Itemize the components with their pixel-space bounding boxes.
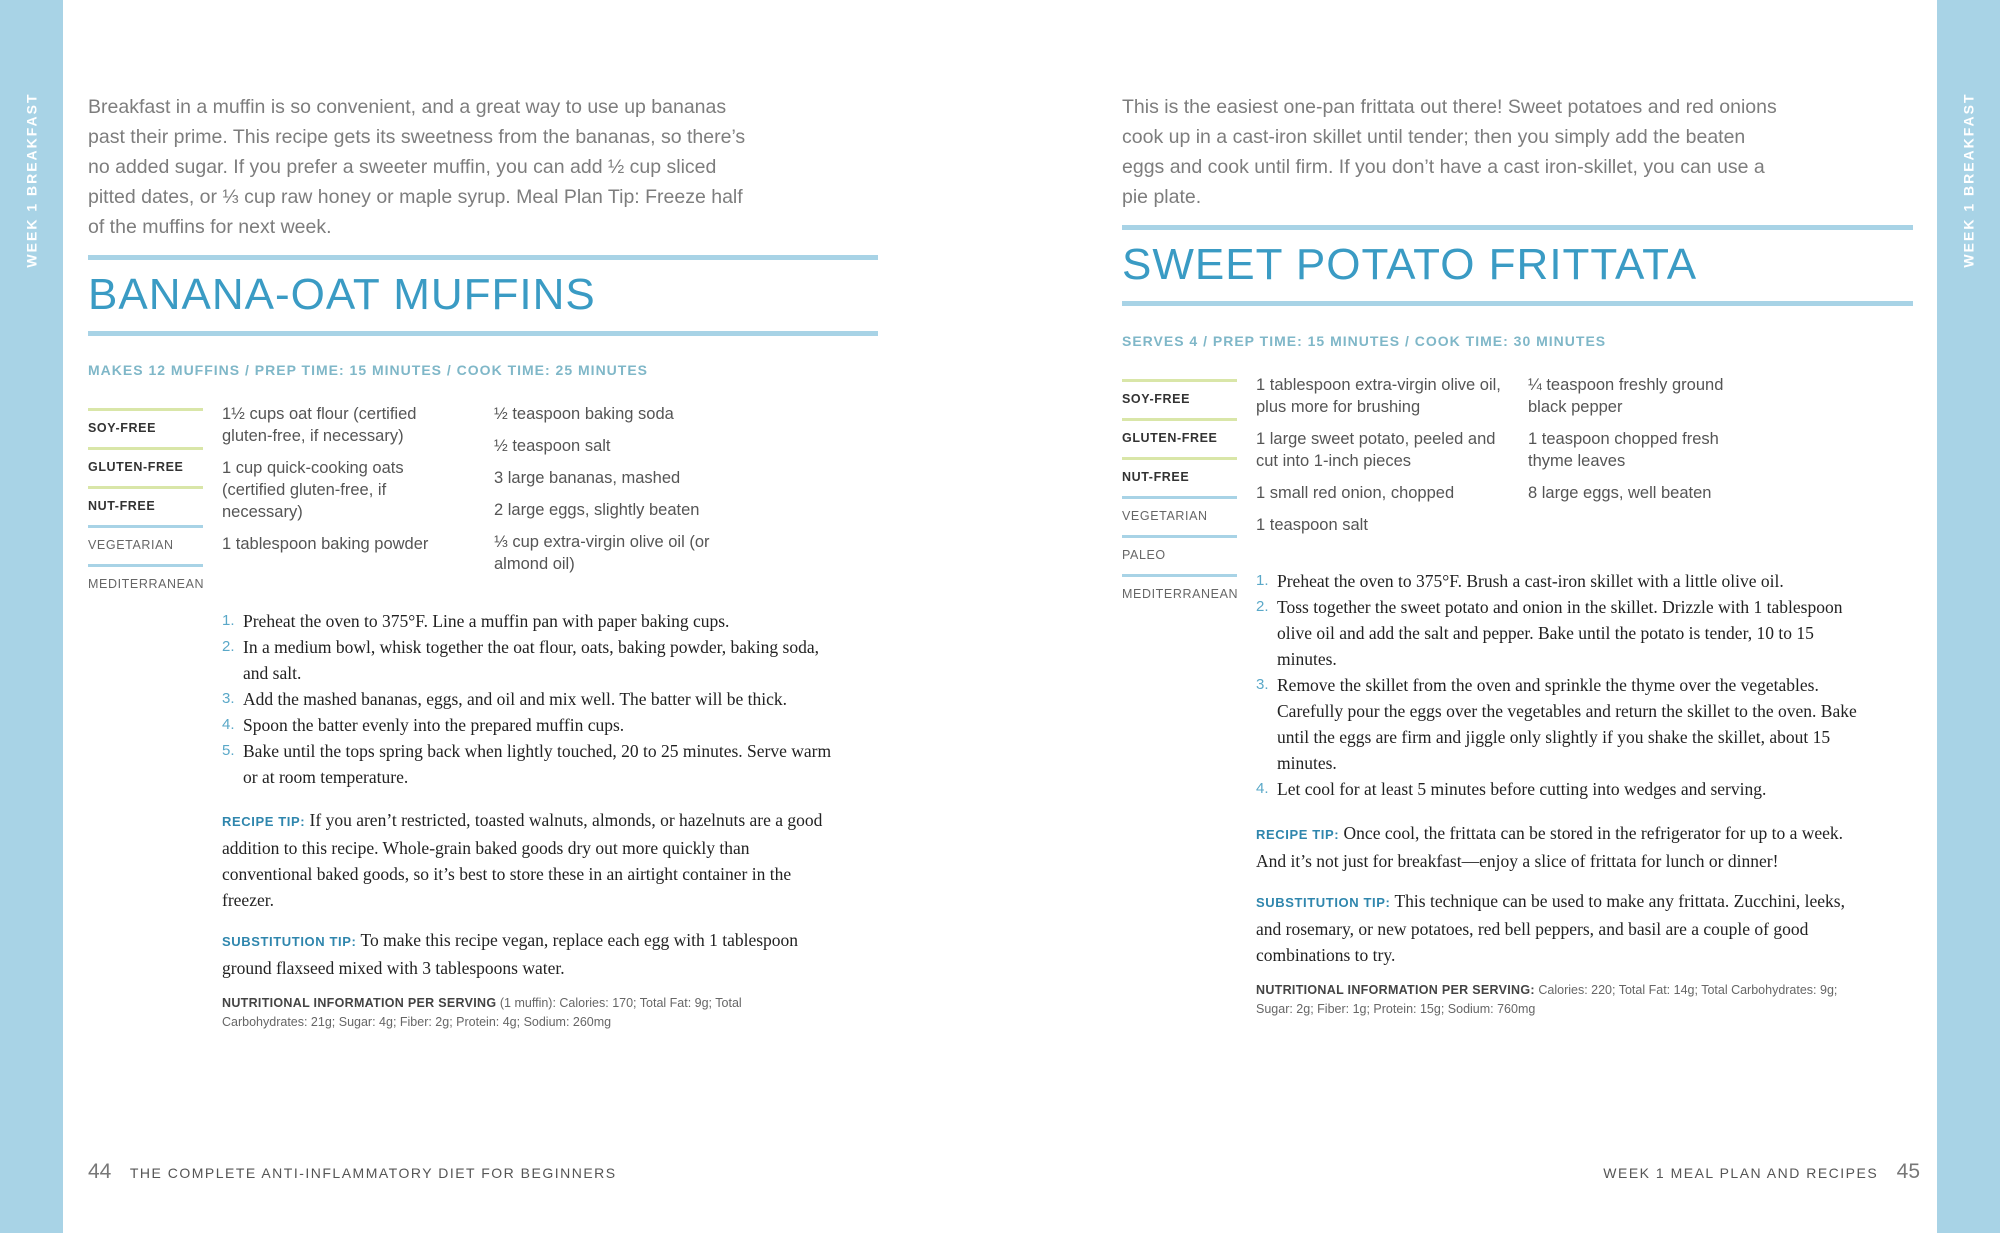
tag-label: MEDITERRANEAN [88, 577, 205, 591]
recipe-title: BANANA-OAT MUFFINS [88, 270, 596, 319]
diet-tag [1122, 574, 1237, 613]
nutrition-label: NUTRITIONAL INFORMATION PER SERVING [222, 996, 497, 1010]
page-footer [1603, 1160, 1920, 1184]
ingredients-column-2 [1528, 374, 1748, 514]
right-side-label-box [1937, 92, 2000, 268]
ingredient: 1 cup quick-cooking oats (certified gluten-free, if necessary) [222, 459, 404, 521]
tag-label: PALEO [1122, 548, 1166, 562]
recipe-intro: This is the easiest one-pan frittata out there! Sweet potatoes and red onions cook up in a cast-iron skillet until tender; then you simply add the beaten eggs and cook until firm. If you don’t have a cast iron-skillet, you can use a pie plate. [1122, 96, 1777, 208]
recipe-tip-text: Once cool, the frittata can be stored in the refrigerator for up to a week. And it’s not just for breakfast—enjoy a slice of frittata for lunch or dinner! [1256, 823, 1844, 871]
recipe-title: SWEET POTATO FRITTATA [1122, 240, 1698, 289]
ingredient: ⅓ cup extra-virgin olive oil (or almond oil) [494, 533, 710, 573]
diet-tag [88, 447, 203, 486]
title-rule-bottom [88, 331, 878, 336]
diet-tag [88, 564, 203, 603]
step-text: In a medium bowl, whisk together the oat flour, oats, baking powder, baking soda, and salt. [243, 637, 819, 683]
tag-label: MEDITERRANEAN [1122, 587, 1239, 601]
ingredient: 3 large bananas, mashed [494, 469, 681, 487]
page-number: 44 [88, 1160, 112, 1183]
recipe-tip-text: If you aren’t restricted, toasted walnuts, almonds, or hazelnuts are a good addition to this recipe. Whole-grain baked goods dry out more quickly than conventional baked goods, so it’s best to store these in an airtight container in the freezer. [222, 810, 823, 910]
diet-tags [1122, 379, 1237, 613]
step-number: 2. [1256, 598, 1269, 615]
tag-divider [88, 525, 203, 528]
diet-tag [1122, 457, 1237, 496]
right-page [1000, 0, 1937, 1233]
ingredient: 1 tablespoon extra-virgin olive oil, plus more for brushing [1256, 376, 1501, 416]
ingredient: 1½ cups oat flour (certified gluten-free, if necessary) [222, 405, 417, 445]
tag-label: VEGETARIAN [88, 538, 174, 552]
step-item [222, 712, 838, 738]
recipe-tip-label: RECIPE TIP: [1256, 827, 1340, 842]
right-side-label: WEEK 1 BREAKFAST [1960, 92, 1977, 268]
diet-tag [88, 408, 203, 447]
step-text: Add the mashed bananas, eggs, and oil and mix well. The batter will be thick. [243, 689, 787, 709]
ingredient: 2 large eggs, slightly beaten [494, 501, 700, 519]
step-item [1256, 672, 1872, 776]
step-text: Toss together the sweet potato and onion in the skillet. Drizzle with 1 tablespoon olive oil and add the salt and pepper. Bake until the potato is tender, 10 to 15 minutes. [1277, 597, 1843, 669]
nutrition-info [1256, 981, 1871, 1019]
ingredient: 1 teaspoon salt [1256, 516, 1368, 534]
recipe-meta: MAKES 12 MUFFINS / PREP TIME: 15 MINUTES / COOK TIME: 25 MINUTES [88, 362, 649, 378]
tag-label: GLUTEN-FREE [1122, 431, 1218, 445]
step-item [1256, 568, 1872, 594]
tag-divider [88, 564, 203, 567]
substitution-tip [222, 927, 828, 981]
step-number: 4. [222, 716, 235, 733]
tag-label: GLUTEN-FREE [88, 460, 184, 474]
diet-tag [1122, 418, 1237, 457]
ingredient: 8 large eggs, well beaten [1528, 484, 1712, 502]
footer-title: THE COMPLETE ANTI-INFLAMMATORY DIET FOR BEGINNERS [129, 1165, 617, 1181]
diet-tag [1122, 535, 1237, 574]
tag-label: NUT-FREE [1122, 470, 1190, 484]
title-rule-bottom [1122, 301, 1913, 306]
tag-label: SOY-FREE [1122, 392, 1191, 406]
ingredient: 1 large sweet potato, peeled and cut into 1-inch pieces [1256, 430, 1496, 470]
ingredient: 1 tablespoon baking powder [222, 535, 429, 553]
recipe-steps [1256, 568, 1872, 802]
tag-divider [1122, 418, 1237, 421]
ingredient: ¼ teaspoon freshly ground black pepper [1528, 376, 1724, 416]
title-rule-top [1122, 225, 1913, 230]
substitution-tip-label: SUBSTITUTION TIP: [1256, 895, 1391, 910]
page-footer [88, 1160, 617, 1184]
left-page [63, 0, 1000, 1233]
step-text: Preheat the oven to 375°F. Brush a cast-iron skillet with a little olive oil. [1277, 571, 1784, 591]
step-number: 3. [222, 690, 235, 707]
nutrition-info [222, 994, 762, 1032]
step-number: 4. [1256, 780, 1269, 797]
tag-label: NUT-FREE [88, 499, 156, 513]
step-text: Spoon the batter evenly into the prepared muffin cups. [243, 715, 625, 735]
left-side-label: WEEK 1 BREAKFAST [23, 92, 40, 268]
recipe-tip [222, 807, 828, 913]
ingredient: ½ teaspoon baking soda [494, 405, 674, 423]
recipe-tip [1256, 820, 1872, 874]
tag-divider [88, 447, 203, 450]
tag-divider [88, 408, 203, 411]
step-text: Bake until the tops spring back when lightly touched, 20 to 25 minutes. Serve warm or at room temperature. [243, 741, 832, 787]
tag-divider [1122, 535, 1237, 538]
recipe-tip-label: RECIPE TIP: [222, 814, 306, 829]
tag-divider [1122, 457, 1237, 460]
step-number: 1. [1256, 572, 1269, 589]
footer-title: WEEK 1 MEAL PLAN AND RECIPES [1603, 1165, 1879, 1181]
ingredients-column-1 [1256, 374, 1501, 546]
recipe-steps [222, 608, 838, 790]
step-item [222, 686, 838, 712]
step-text: Let cool for at least 5 minutes before cutting into wedges and serving. [1277, 779, 1767, 799]
right-side-bar [1937, 0, 2000, 1233]
title-rule-top [88, 255, 878, 260]
diet-tag [1122, 496, 1237, 535]
tag-label: VEGETARIAN [1122, 509, 1208, 523]
tag-label: SOY-FREE [88, 421, 157, 435]
nutrition-text: (1 muffin): Calories: 170; Total Fat: 9g; Total Carbohydrates: 21g; Sugar: 4g; Fiber: 2g; Protein: 4g; Sodium: 260mg [222, 996, 742, 1029]
step-item [1256, 776, 1872, 802]
ingredient: 1 small red onion, chopped [1256, 484, 1455, 502]
step-number: 2. [222, 638, 235, 655]
diet-tag [1122, 379, 1237, 418]
left-side-bar [0, 0, 63, 1233]
diet-tag [88, 486, 203, 525]
ingredient: 1 teaspoon chopped fresh thyme leaves [1528, 430, 1719, 470]
tag-divider [88, 486, 203, 489]
step-item [222, 608, 838, 634]
recipe-meta: SERVES 4 / PREP TIME: 15 MINUTES / COOK TIME: 30 MINUTES [1122, 333, 1607, 349]
substitution-tip-text: To make this recipe vegan, replace each egg with 1 tablespoon ground flaxseed mixed with 3 tablespoons water. [222, 930, 799, 978]
step-item [222, 634, 838, 686]
substitution-tip-text: This technique can be used to make any frittata. Zucchini, leeks, and rosemary, or new potatoes, red bell peppers, and basil are a couple of good combinations to try. [1256, 891, 1845, 965]
step-text: Preheat the oven to 375°F. Line a muffin pan with paper baking cups. [243, 611, 730, 631]
ingredient: ½ teaspoon salt [494, 437, 611, 455]
ingredients-column-2 [494, 403, 734, 585]
nutrition-label: NUTRITIONAL INFORMATION PER SERVING: [1256, 983, 1535, 997]
page-number: 45 [1896, 1160, 1920, 1183]
diet-tags [88, 408, 203, 603]
nutrition-text: Calories: 220; Total Fat: 14g; Total Carbohydrates: 9g; Sugar: 2g; Fiber: 1g; Protein: 15g; Sodium: 760mg [1256, 983, 1838, 1016]
tag-divider [1122, 496, 1237, 499]
diet-tag [88, 525, 203, 564]
step-number: 5. [222, 742, 235, 759]
step-item [1256, 594, 1872, 672]
step-text: Remove the skillet from the oven and sprinkle the thyme over the vegetables. Carefully pour the eggs over the vegetables and return the skillet to the oven. Bake until the eggs are firm and jiggle only slightly if you shake the skillet, about 15 minutes. [1277, 675, 1857, 773]
step-number: 3. [1256, 676, 1269, 693]
recipe-intro: Breakfast in a muffin is so convenient, and a great way to use up bananas past their prime. This recipe gets its sweetness from the bananas, so there’s no added sugar. If you prefer a sweeter muffin, you can add ½ cup sliced pitted dates, or ⅓ cup raw honey or maple syrup. Meal Plan Tip: Freeze half of the muffins for next week. [88, 96, 746, 238]
step-item [222, 738, 838, 790]
ingredients-column-1 [222, 403, 442, 565]
step-number: 1. [222, 612, 235, 629]
tag-divider [1122, 574, 1237, 577]
substitution-tip-label: SUBSTITUTION TIP: [222, 934, 357, 949]
tag-divider [1122, 379, 1237, 382]
substitution-tip [1256, 888, 1872, 968]
left-side-label-box [0, 92, 63, 268]
